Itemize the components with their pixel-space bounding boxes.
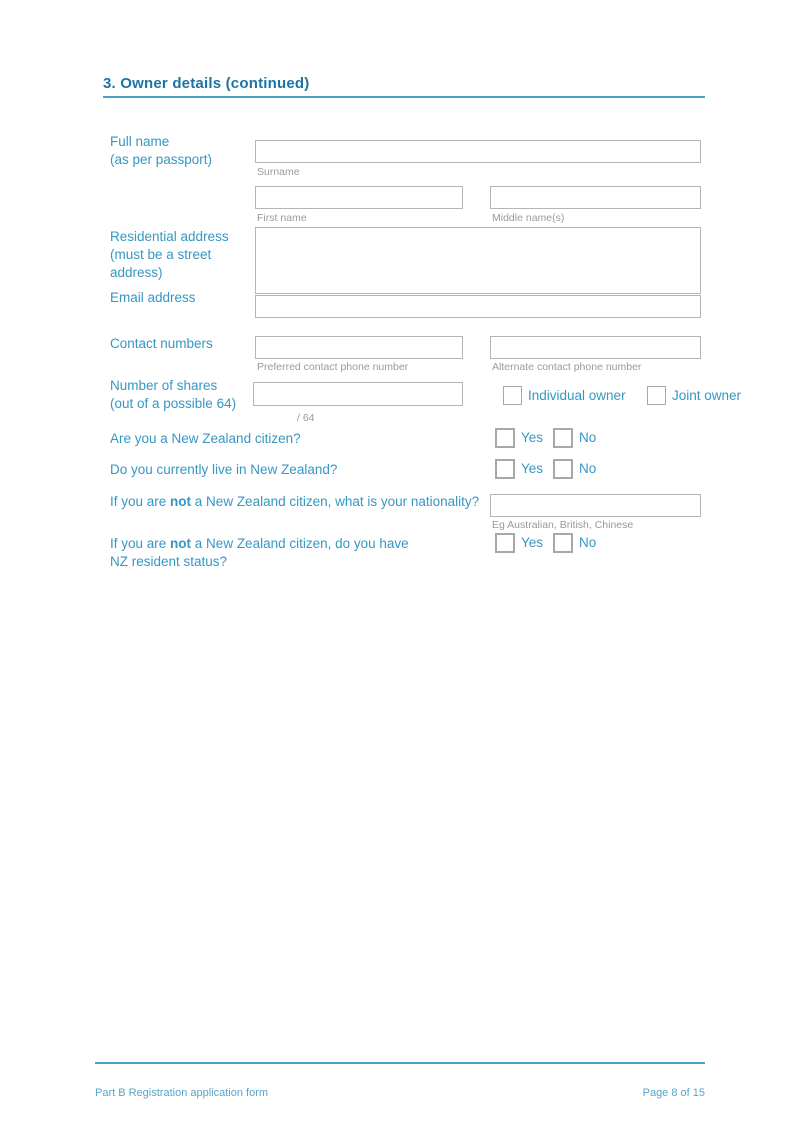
live-no-checkbox[interactable] [553, 459, 573, 479]
alternate-phone-caption: Alternate contact phone number [492, 361, 642, 373]
citizen-no-checkbox[interactable] [553, 428, 573, 448]
preferred-phone-caption: Preferred contact phone number [257, 361, 409, 373]
individual-owner-label: Individual owner [528, 388, 626, 403]
live-no-label: No [579, 461, 597, 476]
question-citizen: Are you a New Zealand citizen? [110, 431, 301, 446]
heading-divider [103, 96, 705, 98]
question-nationality: If you are not a New Zealand citizen, what is your nationality? [110, 494, 480, 509]
footer-right: Page 8 of 15 [642, 1087, 705, 1099]
contact-numbers-label: Contact numbers [110, 336, 213, 351]
first-name-caption: First name [257, 212, 307, 224]
citizen-yes-checkbox[interactable] [495, 428, 515, 448]
full-name-label: Full name (as per passport) [110, 134, 213, 167]
email-address-label: Email address [110, 290, 196, 305]
middle-names-input[interactable] [490, 186, 701, 209]
question-resident: If you are not a New Zealand citizen, do you have NZ resident status? [110, 536, 409, 569]
citizen-yes-label: Yes [521, 430, 544, 445]
middle-names-caption: Middle name(s) [492, 212, 565, 224]
footer-left: Part B Registration application form [95, 1087, 269, 1099]
resident-yes-checkbox[interactable] [495, 533, 515, 553]
section-heading: 3. Owner details (continued) [103, 75, 310, 92]
surname-caption: Surname [257, 166, 300, 178]
nationality-caption: Eg Australian, British, Chinese [492, 519, 634, 531]
citizen-no-label: No [579, 430, 597, 445]
resident-yes-label: Yes [521, 535, 544, 550]
joint-owner-checkbox[interactable] [647, 386, 666, 405]
footer-divider [95, 1062, 705, 1064]
residential-address-label: Residential address (must be a street address) [110, 229, 229, 280]
residential-address-textarea[interactable] [255, 227, 701, 294]
surname-input[interactable] [255, 140, 701, 163]
live-yes-label: Yes [521, 461, 544, 476]
live-yes-checkbox[interactable] [495, 459, 515, 479]
question-live: Do you currently live in New Zealand? [110, 462, 338, 477]
shares-label: Number of shares (out of a possible 64) [110, 378, 237, 411]
resident-no-label: No [579, 535, 597, 550]
email-address-input[interactable] [255, 295, 701, 318]
preferred-phone-input[interactable] [255, 336, 463, 359]
resident-no-checkbox[interactable] [553, 533, 573, 553]
shares-input[interactable] [253, 382, 463, 406]
nationality-input[interactable] [490, 494, 701, 517]
individual-owner-checkbox[interactable] [503, 386, 522, 405]
joint-owner-label: Joint owner [672, 388, 742, 403]
first-name-input[interactable] [255, 186, 463, 209]
alternate-phone-input[interactable] [490, 336, 701, 359]
shares-denominator: / 64 [297, 412, 315, 424]
